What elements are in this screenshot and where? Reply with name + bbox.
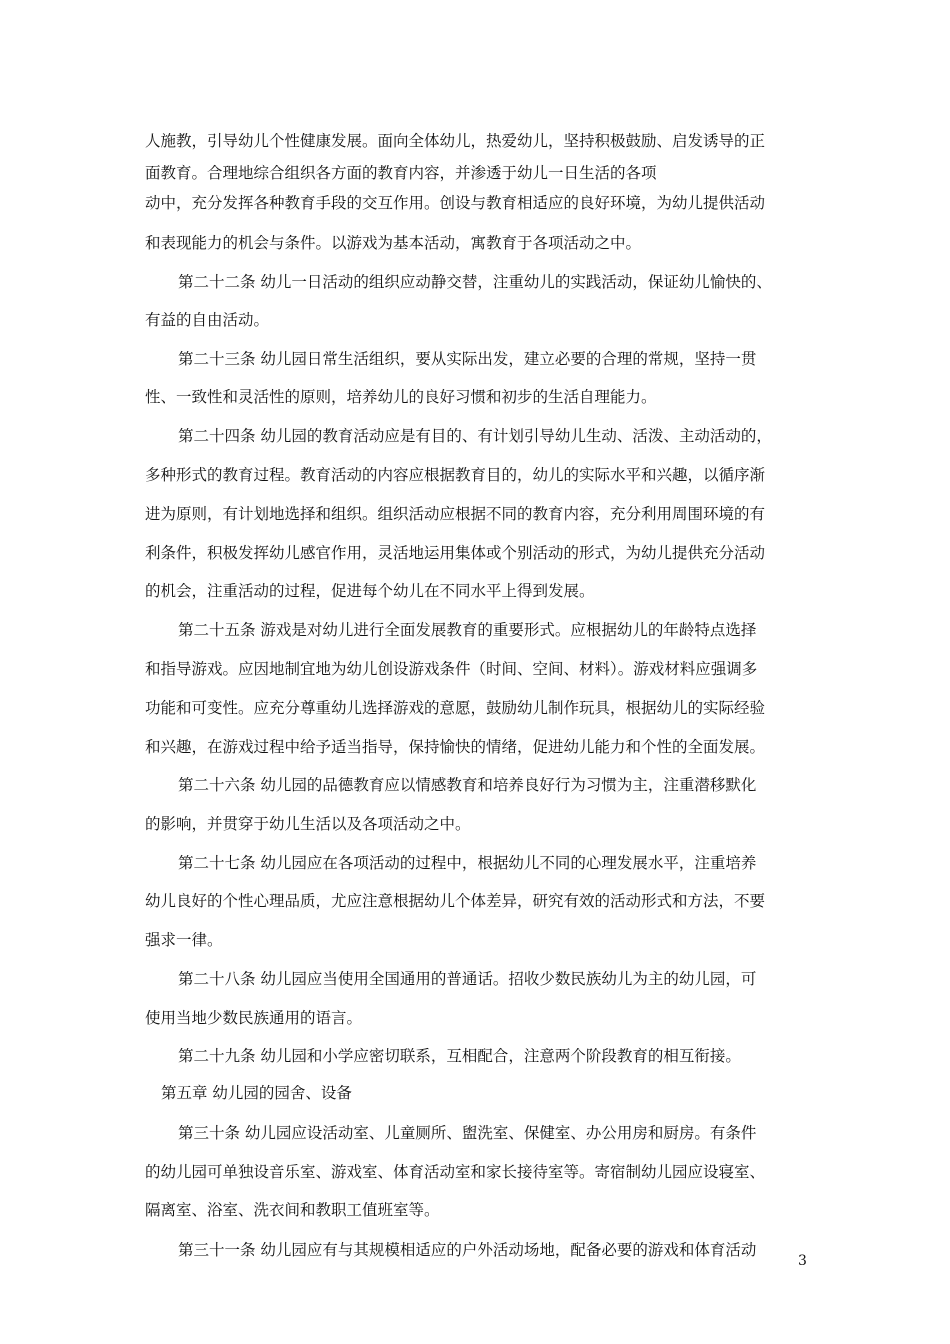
text-line: 使用当地少数民族通用的语言。 (145, 1009, 363, 1027)
text-line: 的影响，并贯穿于幼儿生活以及各项活动之中。 (145, 815, 471, 833)
text-line: 人施教，引导幼儿个性健康发展。面向全体幼儿，热爱幼儿，坚持积极鼓励、启发诱导的正 (145, 132, 766, 150)
chapter-heading: 第五章 幼儿园的园舍、设备 (161, 1084, 352, 1102)
text-line: 第二十四条 幼儿园的教育活动应是有目的、有计划引导幼儿生动、活泼、主动活动的， (178, 427, 772, 445)
text-line: 第三十一条 幼儿园应有与其规模相适应的户外活动场地，配备必要的游戏和体育活动 (178, 1241, 757, 1259)
text-line: 第二十二条 幼儿一日活动的组织应动静交替，注重幼儿的实践活动，保证幼儿愉快的、 (178, 273, 772, 291)
text-line: 功能和可变性。应充分尊重幼儿选择游戏的意愿，鼓励幼儿制作玩具，根据幼儿的实际经验 (145, 699, 766, 717)
text-line: 性、一致性和灵活性的原则，培养幼儿的良好习惯和初步的生活自理能力。 (145, 388, 657, 406)
text-line: 有益的自由活动。 (145, 311, 270, 329)
text-line: 第三十条 幼儿园应设活动室、儿童厕所、盥洗室、保健室、办公用房和厨房。有条件 (178, 1124, 757, 1142)
text-line: 第二十三条 幼儿园日常生活组织，要从实际出发，建立必要的合理的常规，坚持一贯 (178, 350, 757, 368)
text-line: 和兴趣，在游戏过程中给予适当指导，保持愉快的情绪，促进幼儿能力和个性的全面发展。 (145, 738, 766, 756)
text-line: 隔离室、浴室、洗衣间和教职工值班室等。 (145, 1201, 440, 1219)
text-line: 幼儿良好的个性心理品质，尤应注意根据幼儿个体差异，研究有效的活动形式和方法，不要 (145, 892, 766, 910)
text-line: 和表现能力的机会与条件。以游戏为基本活动，寓教育于各项活动之中。 (145, 234, 642, 252)
text-line: 的机会，注重活动的过程，促进每个幼儿在不同水平上得到发展。 (145, 582, 595, 600)
text-line: 第二十六条 幼儿园的品德教育应以情感教育和培养良好行为习惯为主，注重潜移默化 (178, 776, 757, 794)
text-line: 动中，充分发挥各种教育手段的交互作用。创设与教育相适应的良好环境，为幼儿提供活动 (145, 194, 766, 212)
text-line: 面教育。合理地综合组织各方面的教育内容，并渗透于幼儿一日生活的各项 (145, 164, 657, 182)
text-line: 第二十五条 游戏是对幼儿进行全面发展教育的重要形式。应根据幼儿的年龄特点选择 (178, 621, 757, 639)
page-number: 3 (798, 1253, 807, 1269)
text-line: 第二十八条 幼儿园应当使用全国通用的普通话。招收少数民族幼儿为主的幼儿园，可 (178, 970, 757, 988)
text-line: 多种形式的教育过程。教育活动的内容应根据教育目的，幼儿的实际水平和兴趣，以循序渐 (145, 466, 766, 484)
text-line: 强求一律。 (145, 931, 223, 949)
text-line: 第二十九条 幼儿园和小学应密切联系，互相配合，注意两个阶段教育的相互衔接。 (178, 1047, 741, 1065)
text-line: 和指导游戏。应因地制宜地为幼儿创设游戏条件（时间、空间、材料）。游戏材料应强调多 (145, 660, 758, 678)
text-line: 第二十七条 幼儿园应在各项活动的过程中，根据幼儿不同的心理发展水平，注重培养 (178, 854, 757, 872)
text-line: 的幼儿园可单独设音乐室、游戏室、体育活动室和家长接待室等。寄宿制幼儿园应设寝室、 (145, 1163, 766, 1181)
text-line: 进为原则，有计划地选择和组织。组织活动应根据不同的教育内容，充分利用周围环境的有 (145, 505, 766, 523)
text-line: 利条件，积极发挥幼儿感官作用，灵活地运用集体或个别活动的形式，为幼儿提供充分活动 (145, 544, 766, 562)
